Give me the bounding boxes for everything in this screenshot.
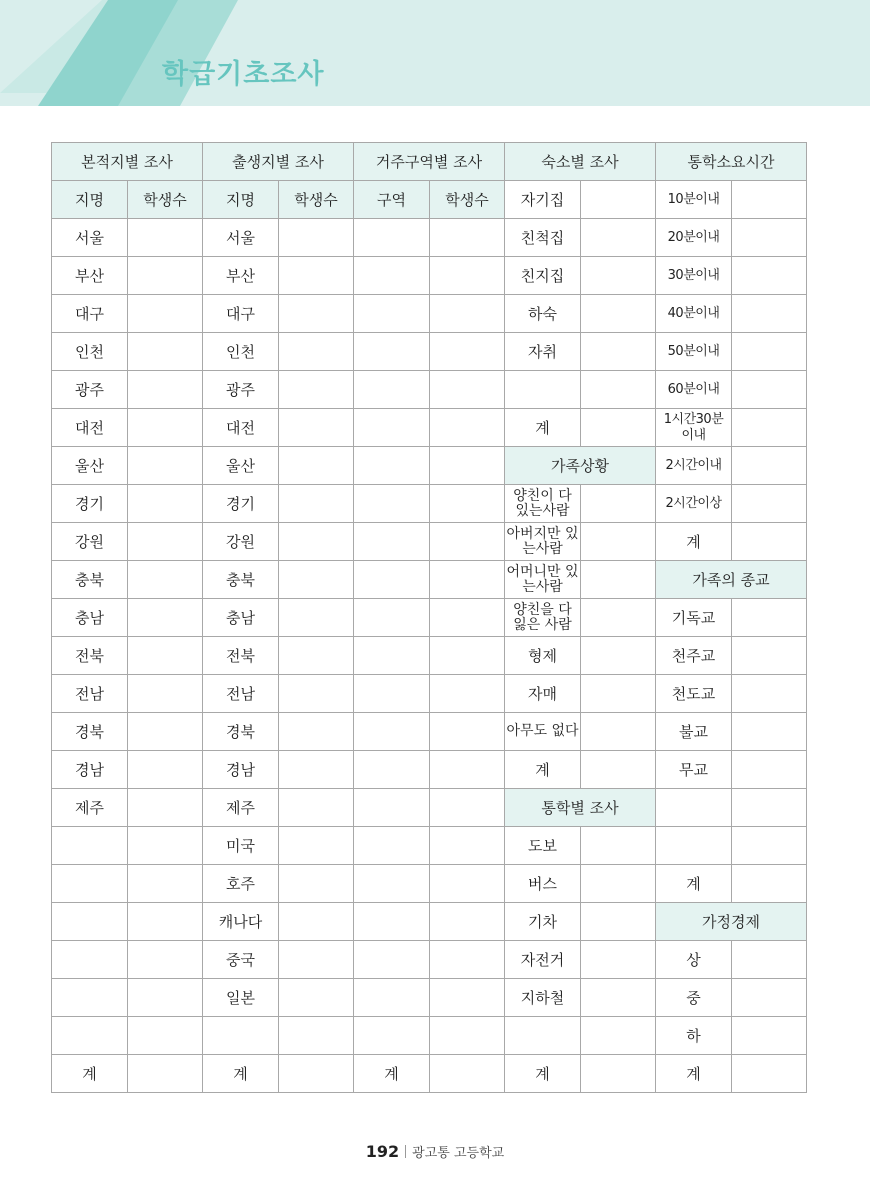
region-cell[interactable] <box>52 827 128 865</box>
count-cell[interactable] <box>128 637 203 675</box>
foreign-cell: 중국 <box>203 941 279 979</box>
count-cell[interactable] <box>128 561 203 599</box>
count-cell[interactable] <box>430 675 505 713</box>
area-cell[interactable] <box>354 219 430 257</box>
family-count[interactable] <box>581 485 656 523</box>
count-cell[interactable] <box>430 599 505 637</box>
count-cell[interactable] <box>128 1017 203 1055</box>
lodging-item <box>505 371 581 409</box>
section-hometown: 본적지별 조사 <box>52 143 203 181</box>
count-cell[interactable] <box>430 903 505 941</box>
count-cell[interactable] <box>279 675 354 713</box>
commute-time-count[interactable] <box>732 485 807 523</box>
col-students: 학생수 <box>128 181 203 219</box>
table-row <box>52 257 807 295</box>
table-row <box>52 827 807 865</box>
region-cell: 인천 <box>203 333 279 371</box>
area-cell[interactable] <box>354 941 430 979</box>
commute-time-count[interactable] <box>732 523 807 561</box>
area-cell[interactable] <box>354 865 430 903</box>
count-cell[interactable] <box>430 295 505 333</box>
foreign-cell: 일본 <box>203 979 279 1017</box>
region-cell: 전남 <box>203 675 279 713</box>
region-cell: 울산 <box>203 447 279 485</box>
table-row <box>52 561 807 599</box>
economy-count[interactable] <box>732 1017 807 1055</box>
commute-mode-item[interactable] <box>505 1017 581 1055</box>
count-cell[interactable] <box>279 637 354 675</box>
commute-time-item: 40분이내 <box>656 295 732 333</box>
foreign-cell: 호주 <box>203 865 279 903</box>
region-cell: 전북 <box>203 637 279 675</box>
count-cell[interactable] <box>128 789 203 827</box>
page-number: 192 <box>365 1142 400 1161</box>
commute-time-item: 2시간이상 <box>656 485 732 523</box>
religion-count[interactable] <box>732 599 807 637</box>
table-row <box>52 713 807 751</box>
religion-item[interactable] <box>656 827 732 865</box>
commute-time-item: 60분이내 <box>656 371 732 409</box>
area-cell[interactable] <box>354 333 430 371</box>
count-cell[interactable] <box>279 789 354 827</box>
count-cell[interactable] <box>279 751 354 789</box>
region-cell: 경남 <box>203 751 279 789</box>
col-place: 지명 <box>203 181 279 219</box>
region-cell: 서울 <box>203 219 279 257</box>
area-cell[interactable] <box>354 485 430 523</box>
count-cell[interactable] <box>279 257 354 295</box>
region-cell[interactable] <box>52 1017 128 1055</box>
region-cell: 경기 <box>203 485 279 523</box>
count-cell[interactable] <box>279 599 354 637</box>
family-item: 아버지만 있는사람 <box>505 523 581 561</box>
count-cell[interactable] <box>279 713 354 751</box>
count-cell[interactable] <box>430 561 505 599</box>
table-row <box>52 447 807 485</box>
commute-mode-item: 기차 <box>505 903 581 941</box>
table-row <box>52 637 807 675</box>
foreign-cell[interactable] <box>203 1017 279 1055</box>
table-row <box>52 523 807 561</box>
commute-time-item: 2시간이내 <box>656 447 732 485</box>
lodging-total: 계 <box>505 409 581 447</box>
commute-mode-item: 자전거 <box>505 941 581 979</box>
region-cell: 부산 <box>52 257 128 295</box>
religion-header: 가족의 종교 <box>656 561 807 599</box>
area-cell[interactable] <box>354 523 430 561</box>
count-cell[interactable] <box>128 713 203 751</box>
area-cell[interactable] <box>354 979 430 1017</box>
family-count[interactable] <box>581 637 656 675</box>
commute-time-count[interactable] <box>732 295 807 333</box>
religion-item <box>656 789 732 827</box>
region-cell: 강원 <box>203 523 279 561</box>
commute-mode-count[interactable] <box>581 827 656 865</box>
commute-time-count[interactable] <box>732 219 807 257</box>
area-cell[interactable] <box>354 751 430 789</box>
count-cell[interactable] <box>430 447 505 485</box>
birthplace-total: 계 <box>203 1055 279 1093</box>
count-cell[interactable] <box>279 827 354 865</box>
region-cell: 전북 <box>52 637 128 675</box>
commute-time-item: 20분이내 <box>656 219 732 257</box>
lodging-item: 자기집 <box>505 181 581 219</box>
commute-time-count[interactable] <box>732 181 807 219</box>
religion-count[interactable] <box>732 713 807 751</box>
family-item: 양친을 다 잃은 사람 <box>505 599 581 637</box>
subheader-row <box>52 181 807 219</box>
region-cell: 전남 <box>52 675 128 713</box>
commute-time-total: 계 <box>656 523 732 561</box>
area-cell[interactable] <box>354 789 430 827</box>
count-cell[interactable] <box>430 941 505 979</box>
commute-mode-count[interactable] <box>581 1055 656 1093</box>
region-cell: 충남 <box>52 599 128 637</box>
foreign-cell: 미국 <box>203 827 279 865</box>
count-cell[interactable] <box>128 371 203 409</box>
region-cell: 대구 <box>52 295 128 333</box>
commute-time-item: 30분이내 <box>656 257 732 295</box>
area-cell[interactable] <box>354 257 430 295</box>
count-cell[interactable] <box>430 219 505 257</box>
header-band <box>0 0 870 106</box>
economy-item: 하 <box>656 1017 732 1055</box>
school-name: 광고통 고등학교 <box>412 1146 505 1161</box>
count-cell[interactable] <box>279 979 354 1017</box>
table-row <box>52 371 807 409</box>
foreign-cell: 캐나다 <box>203 903 279 941</box>
religion-count[interactable] <box>732 789 807 827</box>
class-survey-table <box>51 142 807 1093</box>
economy-item: 상 <box>656 941 732 979</box>
religion-item: 천도교 <box>656 675 732 713</box>
count-cell[interactable] <box>279 409 354 447</box>
family-item: 어머니만 있는사람 <box>505 561 581 599</box>
commute-time-count[interactable] <box>732 257 807 295</box>
religion-total: 계 <box>656 865 732 903</box>
lodging-count[interactable] <box>581 409 656 447</box>
page-title: 학급기초조사 <box>162 59 325 90</box>
region-cell: 충북 <box>52 561 128 599</box>
section-header-row <box>52 143 807 181</box>
family-count[interactable] <box>581 713 656 751</box>
count-cell[interactable] <box>279 371 354 409</box>
commute-mode-count[interactable] <box>581 941 656 979</box>
commute-mode-count[interactable] <box>581 979 656 1017</box>
region-cell: 대전 <box>52 409 128 447</box>
region-cell: 강원 <box>52 523 128 561</box>
table-row <box>52 485 807 523</box>
commute-mode-item: 버스 <box>505 865 581 903</box>
count-cell[interactable] <box>128 865 203 903</box>
religion-item: 기독교 <box>656 599 732 637</box>
area-cell[interactable] <box>354 447 430 485</box>
lodging-count[interactable] <box>581 295 656 333</box>
page-footer <box>0 1142 870 1161</box>
family-item: 양친이 다 있는사람 <box>505 485 581 523</box>
count-cell[interactable] <box>430 637 505 675</box>
footer-divider <box>405 1145 406 1158</box>
lodging-count[interactable] <box>581 219 656 257</box>
lodging-count[interactable] <box>581 257 656 295</box>
region-cell: 대구 <box>203 295 279 333</box>
count-cell[interactable] <box>279 561 354 599</box>
region-cell: 인천 <box>52 333 128 371</box>
table-row <box>52 903 807 941</box>
table-row <box>52 675 807 713</box>
count-cell[interactable] <box>430 333 505 371</box>
count-cell[interactable] <box>430 789 505 827</box>
commute-mode-count[interactable] <box>581 903 656 941</box>
commute-mode-header: 통학별 조사 <box>505 789 656 827</box>
col-place: 지명 <box>52 181 128 219</box>
region-cell[interactable] <box>52 941 128 979</box>
area-cell[interactable] <box>354 371 430 409</box>
family-count[interactable] <box>581 561 656 599</box>
family-count[interactable] <box>581 599 656 637</box>
count-cell[interactable] <box>128 295 203 333</box>
table-row <box>52 295 807 333</box>
region-cell: 제주 <box>203 789 279 827</box>
count-cell[interactable] <box>279 333 354 371</box>
count-cell[interactable] <box>430 257 505 295</box>
col-students: 학생수 <box>279 181 354 219</box>
lodging-item: 자취 <box>505 333 581 371</box>
count-cell[interactable] <box>279 523 354 561</box>
area-cell[interactable] <box>354 1017 430 1055</box>
commute-time-count[interactable] <box>732 447 807 485</box>
section-birthplace: 출생지별 조사 <box>203 143 354 181</box>
count-cell[interactable] <box>279 941 354 979</box>
economy-header: 가정경제 <box>656 903 807 941</box>
table-row <box>52 979 807 1017</box>
commute-mode-total: 계 <box>505 1055 581 1093</box>
religion-count[interactable] <box>732 675 807 713</box>
religion-count[interactable] <box>732 827 807 865</box>
economy-count[interactable] <box>732 979 807 1017</box>
region-cell: 대전 <box>203 409 279 447</box>
region-cell: 충남 <box>203 599 279 637</box>
count-cell[interactable] <box>430 409 505 447</box>
area-cell[interactable] <box>354 561 430 599</box>
region-cell[interactable] <box>52 865 128 903</box>
religion-count[interactable] <box>732 865 807 903</box>
commute-time-item: 10분이내 <box>656 181 732 219</box>
region-cell: 울산 <box>52 447 128 485</box>
family-count[interactable] <box>581 675 656 713</box>
col-students: 학생수 <box>430 181 505 219</box>
region-cell[interactable] <box>52 979 128 1017</box>
count-cell[interactable] <box>128 409 203 447</box>
count-cell[interactable] <box>430 485 505 523</box>
region-cell: 경북 <box>203 713 279 751</box>
residence-total: 계 <box>354 1055 430 1093</box>
count-cell[interactable] <box>430 523 505 561</box>
count-cell[interactable] <box>128 751 203 789</box>
total-row <box>52 1055 807 1093</box>
count-cell[interactable] <box>128 523 203 561</box>
table-row <box>52 1017 807 1055</box>
count-cell[interactable] <box>279 903 354 941</box>
table-row <box>52 789 807 827</box>
region-cell: 광주 <box>203 371 279 409</box>
count-cell[interactable] <box>430 827 505 865</box>
table-row <box>52 599 807 637</box>
economy-count[interactable] <box>732 1055 807 1093</box>
region-cell: 광주 <box>52 371 128 409</box>
section-lodging: 숙소별 조사 <box>505 143 656 181</box>
lodging-count[interactable] <box>581 371 656 409</box>
area-cell[interactable] <box>354 295 430 333</box>
area-cell[interactable] <box>354 713 430 751</box>
lodging-count[interactable] <box>581 181 656 219</box>
area-cell[interactable] <box>354 675 430 713</box>
area-cell[interactable] <box>354 827 430 865</box>
family-item: 형제 <box>505 637 581 675</box>
count-cell[interactable] <box>128 941 203 979</box>
lodging-count[interactable] <box>581 333 656 371</box>
count-cell[interactable] <box>430 751 505 789</box>
region-cell: 경북 <box>52 713 128 751</box>
religion-item: 불교 <box>656 713 732 751</box>
table-row <box>52 219 807 257</box>
count-cell[interactable] <box>128 675 203 713</box>
count-cell[interactable] <box>128 447 203 485</box>
hometown-total: 계 <box>52 1055 128 1093</box>
commute-time-item: 1시간30분 이내 <box>656 409 732 447</box>
religion-count[interactable] <box>732 751 807 789</box>
economy-item: 중 <box>656 979 732 1017</box>
region-cell: 경기 <box>52 485 128 523</box>
economy-total: 계 <box>656 1055 732 1093</box>
commute-mode-item: 지하철 <box>505 979 581 1017</box>
family-item: 자매 <box>505 675 581 713</box>
region-cell: 제주 <box>52 789 128 827</box>
count-cell[interactable] <box>430 1017 505 1055</box>
count-cell[interactable] <box>279 1017 354 1055</box>
religion-count[interactable] <box>732 637 807 675</box>
count-cell[interactable] <box>279 219 354 257</box>
count-cell[interactable] <box>128 257 203 295</box>
area-cell[interactable] <box>354 409 430 447</box>
area-cell[interactable] <box>354 903 430 941</box>
count-cell[interactable] <box>430 1055 505 1093</box>
count-cell[interactable] <box>128 1055 203 1093</box>
family-total: 계 <box>505 751 581 789</box>
religion-item: 무교 <box>656 751 732 789</box>
lodging-item: 친지집 <box>505 257 581 295</box>
region-cell: 부산 <box>203 257 279 295</box>
count-cell[interactable] <box>430 979 505 1017</box>
count-cell[interactable] <box>279 295 354 333</box>
table-row <box>52 941 807 979</box>
family-count[interactable] <box>581 523 656 561</box>
count-cell[interactable] <box>128 979 203 1017</box>
col-area: 구역 <box>354 181 430 219</box>
region-cell: 서울 <box>52 219 128 257</box>
table-row <box>52 751 807 789</box>
count-cell[interactable] <box>128 485 203 523</box>
commute-time-count[interactable] <box>732 409 807 447</box>
count-cell[interactable] <box>279 485 354 523</box>
commute-mode-item: 도보 <box>505 827 581 865</box>
count-cell[interactable] <box>430 865 505 903</box>
table-row <box>52 865 807 903</box>
count-cell[interactable] <box>128 333 203 371</box>
section-residence: 거주구역별 조사 <box>354 143 505 181</box>
lodging-item: 하숙 <box>505 295 581 333</box>
family-count[interactable] <box>581 751 656 789</box>
count-cell[interactable] <box>430 371 505 409</box>
commute-mode-count[interactable] <box>581 865 656 903</box>
count-cell[interactable] <box>279 865 354 903</box>
region-cell: 충북 <box>203 561 279 599</box>
region-cell: 경남 <box>52 751 128 789</box>
economy-count[interactable] <box>732 941 807 979</box>
commute-mode-count[interactable] <box>581 1017 656 1055</box>
area-cell[interactable] <box>354 599 430 637</box>
count-cell[interactable] <box>430 713 505 751</box>
section-commute-time: 통학소요시간 <box>656 143 807 181</box>
count-cell[interactable] <box>279 1055 354 1093</box>
count-cell[interactable] <box>128 219 203 257</box>
religion-item: 천주교 <box>656 637 732 675</box>
count-cell[interactable] <box>128 827 203 865</box>
count-cell[interactable] <box>128 903 203 941</box>
commute-time-count[interactable] <box>732 333 807 371</box>
count-cell[interactable] <box>279 447 354 485</box>
table-row <box>52 409 807 447</box>
commute-time-item: 50분이내 <box>656 333 732 371</box>
table-row <box>52 333 807 371</box>
region-cell[interactable] <box>52 903 128 941</box>
lodging-item: 친척집 <box>505 219 581 257</box>
commute-time-count[interactable] <box>732 371 807 409</box>
family-status-header: 가족상황 <box>505 447 656 485</box>
family-item: 아무도 없다 <box>505 713 581 751</box>
count-cell[interactable] <box>128 599 203 637</box>
area-cell[interactable] <box>354 637 430 675</box>
